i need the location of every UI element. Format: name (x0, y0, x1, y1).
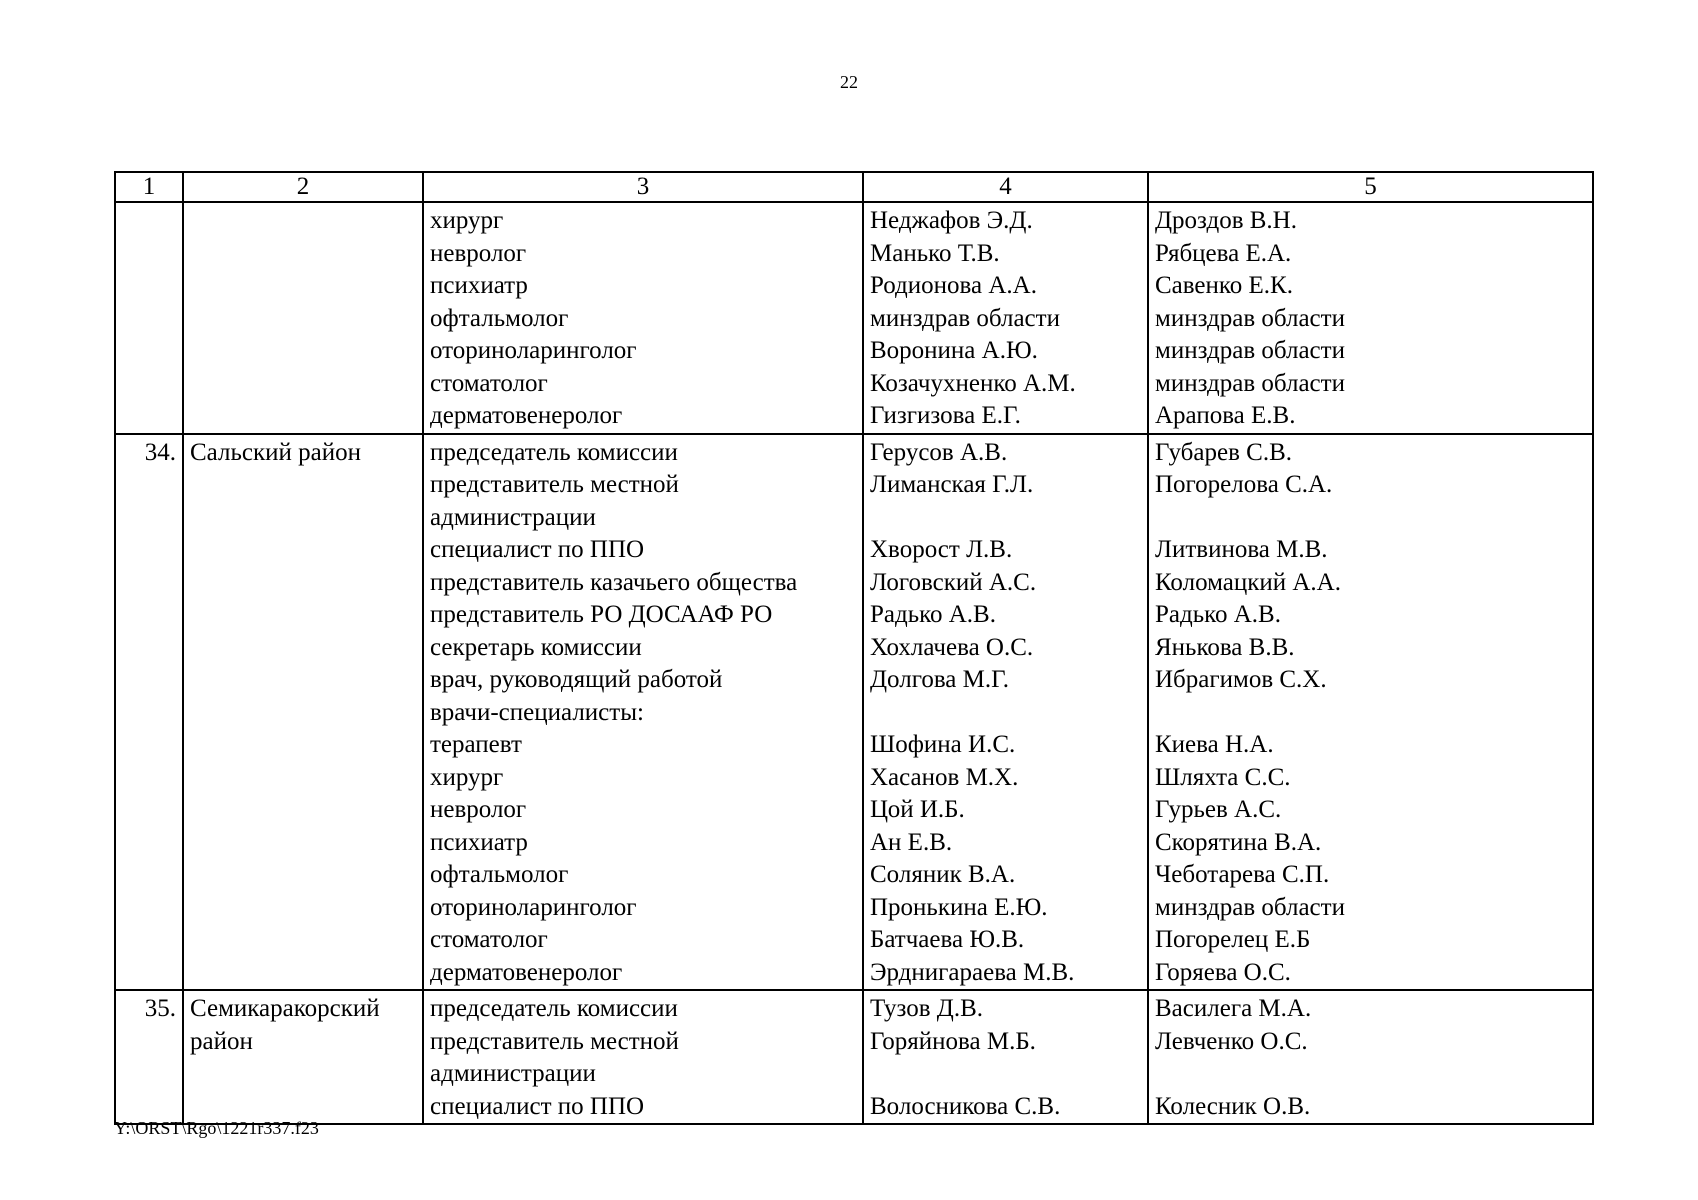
member-name: Цой И.Б. (870, 796, 965, 823)
district-line: Семикаракорский (190, 995, 380, 1022)
reserve-name: Губарев С.В. (1155, 438, 1292, 466)
page-number: 22 (840, 72, 858, 92)
file-path-footer: Y:\ORST\Rgo\1221r337.f23 (114, 1118, 319, 1138)
role-line: хирург (430, 207, 504, 234)
role-line: врачи-специалисты: (430, 698, 644, 726)
table-header-row (115, 172, 1593, 202)
role-line: невролог (430, 796, 527, 823)
member-name: Шофина И.С. (870, 731, 1016, 758)
role-line: офтальмолог (430, 304, 569, 332)
reserve-name: Скорятина В.А. (1155, 828, 1322, 856)
table-row (115, 990, 1593, 1124)
reserve-name: Радько А.В. (1155, 601, 1281, 628)
role-cell (423, 434, 863, 991)
member-name: Воронина А.Ю. (870, 337, 1038, 364)
member-name: Хасанов М.Х. (870, 763, 1019, 791)
member-name: Ан Е.В. (870, 828, 953, 856)
commission-table (114, 171, 1594, 1125)
member-name: Логовский А.С. (870, 568, 1037, 596)
role-cell (423, 990, 863, 1124)
reserve-name: Горяева О.С. (1155, 958, 1291, 986)
reserve-name: Чеботарева С.П. (1155, 861, 1330, 888)
table-row (115, 202, 1593, 434)
member-name: Герусов А.В. (870, 438, 1008, 466)
member-name: Манько Т.В. (870, 239, 1000, 267)
role-line: терапевт (430, 731, 522, 758)
role-line: представитель РО ДОСААФ РО (430, 601, 773, 628)
role-line: оториноларинголог (430, 893, 637, 921)
role-line: специалист по ППО (430, 536, 645, 563)
role-line: врач, руководящий работой (430, 666, 723, 693)
reserve-name: Киева Н.А. (1155, 731, 1274, 758)
reserve-cell (1148, 990, 1593, 1124)
member-cell (863, 990, 1148, 1124)
district-cell (183, 434, 423, 991)
reserve-name: Василега М.А. (1155, 995, 1312, 1022)
reserve-name: Погорелец Е.Б (1155, 926, 1311, 953)
role-line: председатель комиссии (430, 438, 678, 466)
reserve-name: Литвинова М.В. (1155, 536, 1328, 563)
reserve-name: Рябцева Е.А. (1155, 239, 1292, 267)
commission-table-container (114, 171, 1592, 1125)
reserve-cell (1148, 434, 1593, 991)
reserve-name: Левченко О.С. (1155, 1027, 1308, 1055)
reserve-name: Дроздов В.Н. (1155, 207, 1297, 234)
role-line: председатель комиссии (430, 995, 678, 1022)
table-row (115, 434, 1593, 991)
reserve-name (1155, 697, 1586, 730)
reserve-name: Янькова В.В. (1155, 633, 1295, 661)
column-header-5: 5 (1148, 172, 1593, 202)
role-line: представитель местной (430, 1027, 679, 1055)
reserve-cell (1148, 202, 1593, 434)
row-number (122, 205, 176, 238)
role-line: представитель местной (430, 471, 679, 498)
district-cell (183, 202, 423, 434)
member-name: минздрав области (870, 304, 1060, 332)
member-name: Тузов Д.В. (870, 995, 984, 1022)
district-line: Сальский район (190, 438, 361, 466)
member-name: Хохлачева О.С. (870, 633, 1034, 661)
member-cell (863, 434, 1148, 991)
column-header-1: 1 (115, 172, 183, 202)
district-cell (183, 990, 423, 1124)
reserve-name: минздрав области (1155, 893, 1345, 921)
member-name: Эрднигараева М.В. (870, 958, 1075, 986)
reserve-name: Коломацкий А.А. (1155, 568, 1341, 596)
reserve-name: Колесник О.В. (1155, 1092, 1311, 1120)
role-line: стоматолог (430, 369, 548, 397)
reserve-name: Гурьев А.С. (1155, 796, 1282, 823)
role-line: стоматолог (430, 926, 548, 953)
role-line: психиатр (430, 828, 528, 856)
reserve-name (1155, 502, 1586, 535)
column-header-2: 2 (183, 172, 423, 202)
row-number: 35. (144, 995, 176, 1022)
row-number-cell (115, 434, 183, 991)
reserve-name: Погорелова С.А. (1155, 471, 1333, 498)
member-name: Хворост Л.В. (870, 536, 1013, 563)
row-number-cell (115, 990, 183, 1124)
role-cell (423, 202, 863, 434)
member-name: Горяйнова М.Б. (870, 1027, 1036, 1055)
role-line: дерматовенеролог (430, 402, 623, 429)
member-name: Гизгизова Е.Г. (870, 402, 1021, 429)
member-name: Батчаева Ю.В. (870, 926, 1025, 953)
column-header-3: 3 (423, 172, 863, 202)
member-name: Радько А.В. (870, 601, 996, 628)
row-number-cell (115, 202, 183, 434)
member-name: Козачухненко А.М. (870, 369, 1076, 397)
member-name (870, 1058, 1141, 1091)
member-name (870, 502, 1141, 535)
member-cell (863, 202, 1148, 434)
member-name (870, 697, 1141, 730)
member-name: Неджафов Э.Д. (870, 207, 1033, 234)
role-line: секретарь комиссии (430, 633, 642, 661)
member-name: Долгова М.Г. (870, 666, 1010, 693)
reserve-name: Арапова Е.В. (1155, 402, 1296, 429)
role-line: офтальмолог (430, 861, 569, 888)
role-line: психиатр (430, 272, 528, 299)
reserve-name (1155, 1058, 1586, 1091)
district-line: район (190, 1027, 253, 1055)
role-line: дерматовенеролог (430, 958, 623, 986)
role-line: невролог (430, 239, 527, 267)
role-line: хирург (430, 763, 504, 791)
member-name: Пронькина Е.Ю. (870, 893, 1048, 921)
reserve-name: минздрав области (1155, 369, 1345, 397)
role-line: администрации (430, 503, 596, 531)
reserve-name: Савенко Е.К. (1155, 272, 1293, 299)
role-line: администрации (430, 1060, 596, 1087)
member-name: Соляник В.А. (870, 861, 1016, 888)
reserve-name: минздрав области (1155, 337, 1345, 364)
reserve-name: Шляхта С.С. (1155, 763, 1291, 791)
reserve-name: Ибрагимов С.Х. (1155, 666, 1327, 693)
role-line: оториноларинголог (430, 337, 637, 364)
member-name: Лиманская Г.Л. (870, 471, 1034, 498)
column-header-4: 4 (863, 172, 1148, 202)
reserve-name: минздрав области (1155, 304, 1345, 332)
role-line: специалист по ППО (430, 1092, 645, 1120)
member-name: Волосникова С.В. (870, 1092, 1061, 1120)
role-line: представитель казачьего общества (430, 568, 798, 596)
row-number: 34. (144, 438, 176, 466)
member-name: Родионова А.А. (870, 272, 1037, 299)
table-body (115, 202, 1593, 1124)
